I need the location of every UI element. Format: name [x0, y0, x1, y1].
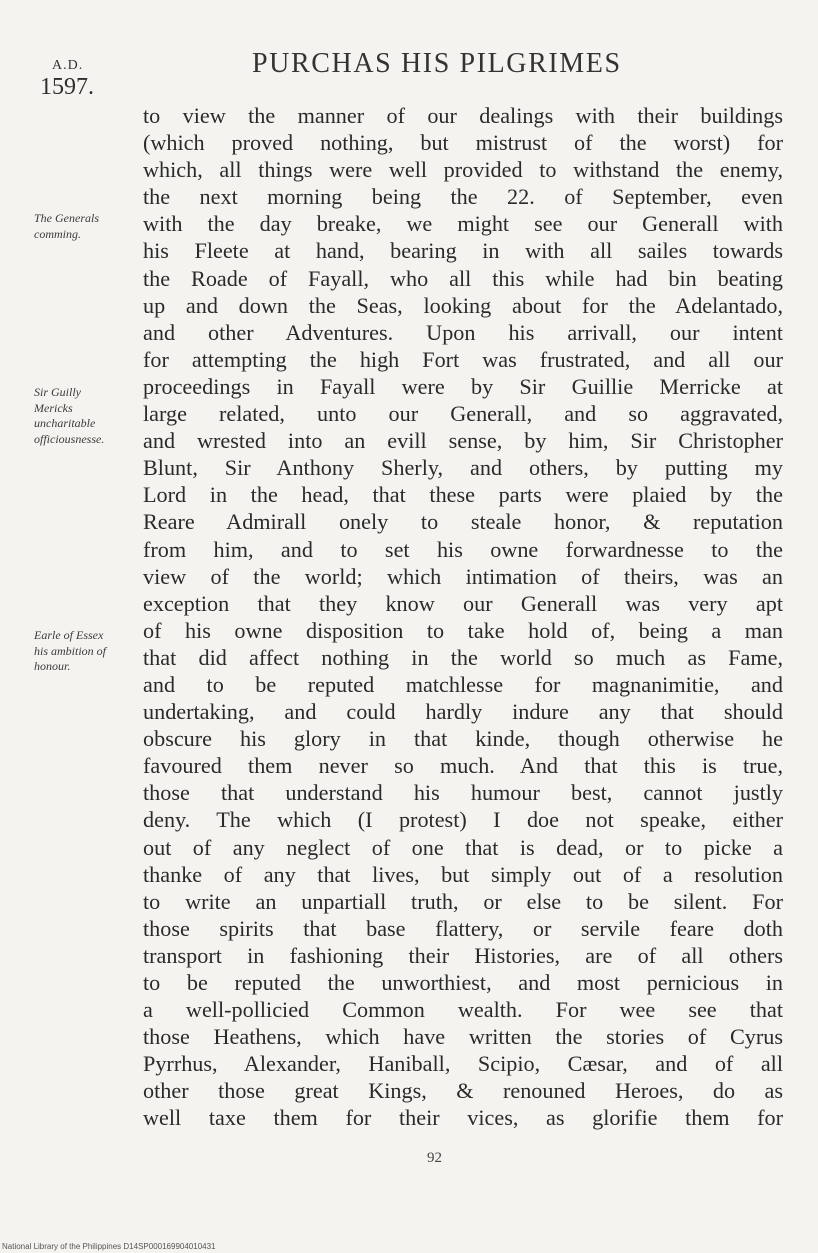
text-line: Lord in the head, that these parts were plaied by the — [143, 482, 783, 508]
margin-note-line: uncharitable — [34, 416, 96, 430]
text-line: those Heathens, which have written the stories of Cyrus — [143, 1024, 783, 1050]
text-line: large related, unto our Generall, and so aggravated, — [143, 401, 783, 427]
text-line: of his owne disposition to take hold of, being a man — [143, 617, 783, 643]
margin-note-line: honour. — [34, 659, 71, 673]
margin-note-line: Earle of Essex — [34, 628, 104, 642]
margin-note-line: The Generals — [34, 211, 99, 225]
text-line: with the day breake, we might see our Generall with — [143, 211, 783, 237]
text-line: up and down the Seas, looking about for the Adelantado, — [143, 292, 783, 318]
text-line: that did affect nothing in the world so much as Fame, — [143, 644, 783, 670]
text-line: and to be reputed matchlesse for magnanimitie, and — [143, 671, 783, 697]
text-line: well taxe them for their vices, as glorifie them for — [143, 1105, 783, 1131]
text-line: view of the world; which intimation of theirs, was an — [143, 563, 783, 589]
text-line: out of any neglect of one that is dead, or to picke a — [143, 834, 783, 860]
text-line: the next morning being the 22. of September, even — [143, 184, 783, 210]
text-line: Blunt, Sir Anthony Sherly, and others, by putting my — [143, 455, 783, 481]
body-text — [143, 102, 783, 1132]
margin-note-generals-coming — [34, 211, 99, 242]
text-line: (which proved nothing, but mistrust of the worst) for — [143, 130, 783, 156]
text-line: favoured them never so much. And that this is true, — [143, 753, 783, 779]
text-line: and wrested into an evill sense, by him, Sir Christopher — [143, 428, 783, 454]
text-line: which, all things were well provided to withstand the enemy, — [143, 157, 783, 183]
text-line: the Roade of Fayall, who all this while had bin beating — [143, 265, 783, 291]
margin-note-line: his ambition of — [34, 643, 107, 658]
text-line: Reare Admirall onely to steale honor, & reputation — [143, 509, 783, 535]
text-line: Pyrrhus, Alexander, Haniball, Scipio, Cæsar, and of all — [143, 1051, 783, 1077]
text-line: for attempting the high Fort was frustrated, and all our — [143, 346, 783, 372]
margin-note-line: Sir Guilly — [34, 385, 81, 399]
archive-footer: National Library of the Philippines D14SP000169904010431 — [2, 1242, 216, 1251]
text-line: obscure his glory in that kinde, though otherwise he — [143, 726, 783, 752]
text-line: undertaking, and could hardly indure any that should — [143, 699, 783, 725]
text-line: to be reputed the unworthiest, and most pernicious in — [143, 970, 783, 995]
text-line: proceedings in Fayall were by Sir Guillie Merricke at — [143, 373, 783, 399]
text-line: exception that they know our Generall was very apt — [143, 590, 783, 616]
margin-note-earle-of-essex — [34, 628, 106, 675]
text-line: to view the manner of our dealings with their buildings — [143, 103, 783, 128]
text-line: those spirits that base flattery, or servile feare doth — [143, 915, 783, 941]
margin-note-line: officiousnesse. — [34, 431, 105, 446]
margin-note-line: Mericks — [34, 400, 73, 415]
text-line: a well-pollicied Common wealth. For wee see that — [143, 997, 783, 1023]
page-number: 92 — [427, 1150, 442, 1166]
text-line: thanke of any that lives, but simply out of a resolution — [143, 861, 783, 887]
text-line: deny. The which (I protest) I doe not speake, either — [143, 807, 783, 833]
anno-domini-label: A.D. — [52, 58, 84, 73]
text-line: other those great Kings, & renouned Heroes, do as — [143, 1078, 783, 1104]
margin-note-line: comming. — [34, 226, 81, 241]
text-line: those that understand his humour best, cannot justly — [143, 780, 783, 806]
text-line: from him, and to set his owne forwardnesse to the — [143, 536, 783, 562]
running-title: PURCHAS HIS PILGRIMES — [252, 48, 622, 79]
text-line: his Fleete at hand, bearing in with all sailes towards — [143, 238, 783, 264]
margin-note-sir-guilly — [34, 385, 104, 447]
text-line: to write an unpartiall truth, or else to be silent. For — [143, 888, 783, 914]
year-label: 1597. — [40, 74, 94, 100]
text-line: transport in fashioning their Histories, are of all others — [143, 942, 783, 968]
text-line: and other Adventures. Upon his arrivall, our intent — [143, 319, 783, 345]
